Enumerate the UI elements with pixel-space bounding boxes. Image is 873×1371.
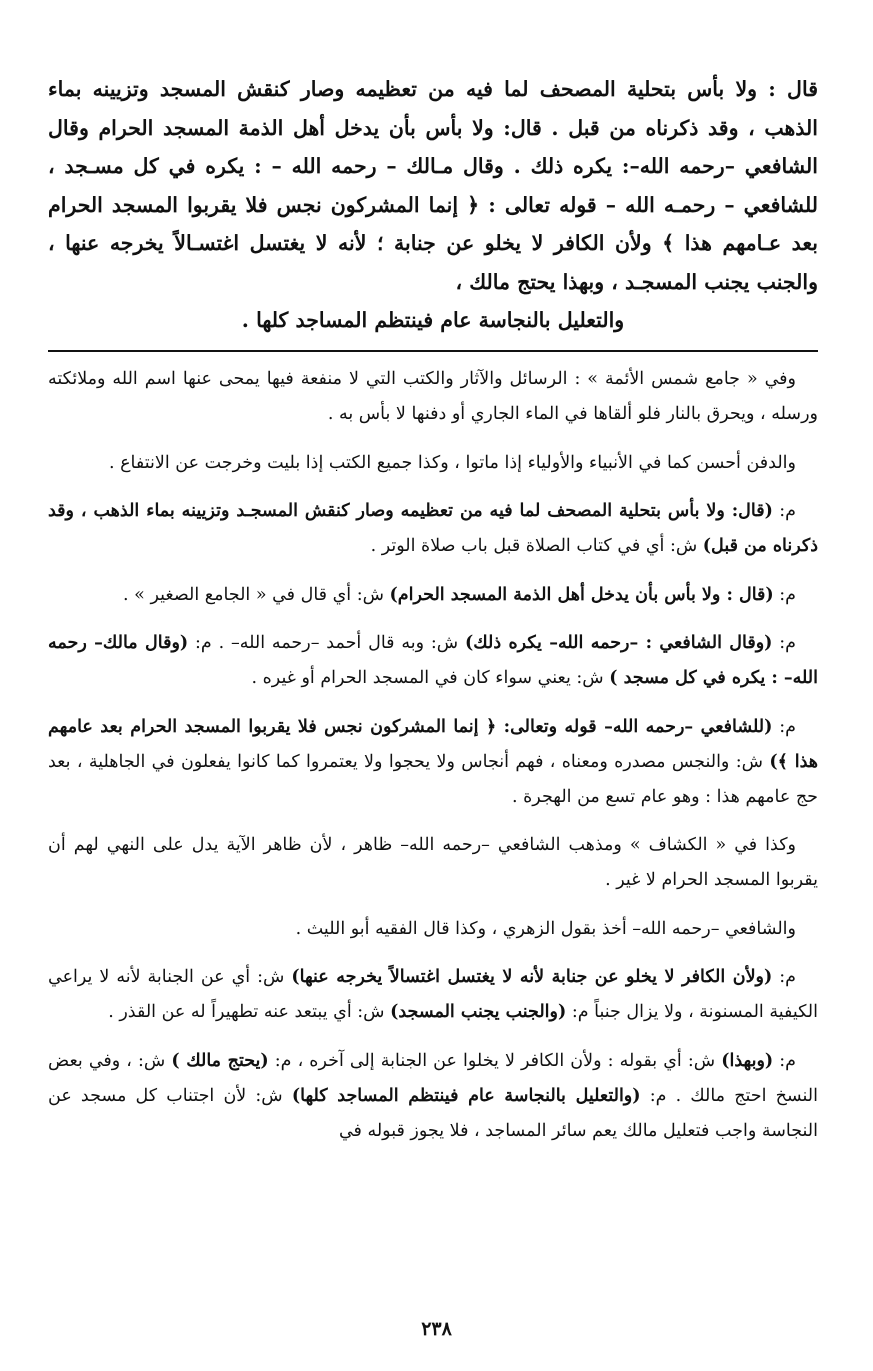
commentary-paragraph <box>48 626 818 696</box>
commentary-paragraph <box>48 446 818 481</box>
matn-quote: (للشافعي –رحمه الله– قوله وتعالى: ﴿ إنما المشركون نجس فلا يقربوا المسجد الحرام بعد عامهم هذا ﴾) <box>48 716 819 772</box>
matn-marker: م: <box>772 501 796 521</box>
main-text-body: قال : ولا بأس بتحلية المصحف لما فيه من تعظيمه وصار كنقش المسجد وتزيينه بماء الذهب ، وقد ذكرناه من قبل . قال: ولا بأس بأن يدخل أهل الذمة المسجد الحرام وقال الشافعي –رحمه الله–: يكره ذلك . وقال مـالك – رحمه الله – : يكره في كل مسـجد ، للشافعي – رحمـه الله – قوله تعالى : ﴿ إنما المشركون نجس فلا يقربوا المسجد الحرام بعد عـامهم هذا ﴾ ولأن الكافر لا يخلو عن جنابة ؛ لأنه لا يغتسل اغتسـالاً يخرجه عنها ، والجنب يجنب المسجـد ، وبهذا يحتج مالك ، <box>48 77 818 294</box>
commentary-paragraph <box>48 1044 818 1149</box>
sharh-text: ش: أي بقوله : ولأن الكافر لا يخلوا عن الجنابة إلى آخره ، م: <box>268 1050 722 1071</box>
matn-quote: (ولأن الكافر لا يخلو عن جنابة لأنه لا يغتسل اغتسالاً يخرجه عنها) <box>291 967 773 987</box>
sharh-text: ش: ، وفي بعض النسخ احتج مالك . م: <box>48 1050 818 1106</box>
commentary-paragraph <box>48 828 818 898</box>
commentary-paragraph <box>48 494 818 564</box>
sharh-text: ش: لأن اجتناب كل مسجد عن النجاسة واجب فتعليل مالك يعم سائر المساجد ، فلا يجوز قبوله في <box>48 1085 818 1141</box>
matn-marker: م: <box>772 967 796 987</box>
paragraph-text: وفي « جامع شمس الأئمة » : الرسائل والآثار والكتب التي لا منفعة فيها يمحى عنها اسم الله وملائكته ورسله ، ويحرق بالنار فلو ألقاها في الماء الجاري أو دفنها لا بأس به . <box>48 369 818 424</box>
commentary-paragraph <box>48 362 818 432</box>
paragraph-text: والدفن أحسن كما في الأنبياء والأولياء إذا ماتوا ، وكذا جميع الكتب إذا بليت وخرجت عن الانتفاع . <box>108 452 796 473</box>
matn-marker: م: <box>772 716 796 737</box>
commentary-paragraph <box>48 710 818 815</box>
sharh-text: ش: أي في كتاب الصلاة قبل باب صلاة الوتر . <box>370 536 703 556</box>
sharh-text: ش: وبه قال أحمد –رحمه الله– . م: <box>188 633 465 653</box>
matn-quote: (قال: ولا بأس بتحلية المصحف لما فيه من تعظيمه وصار كنقش المسجـد وتزيينه بماء الذهب ، وقد ذكرناه من قبل) <box>48 501 818 556</box>
matn-marker: م: <box>773 584 796 605</box>
main-text <box>48 70 818 340</box>
matn-quote: (وبهذا) <box>721 1050 774 1071</box>
sharh-text: ش: أي قال في « الجامع الصغير » . <box>123 584 390 605</box>
paragraph-text: والشافعي –رحمه الله– أخذ بقول الزهري ، وكذا قال الفقيه أبو الليث . <box>295 918 796 939</box>
sharh-text: ش: والنجس مصدره ومعناه ، فهم أنجاس ولا يحجوا ولا يعتمروا كما كانوا يفعلون في الجاهلية ، بعد حج عامهم هذا : وهو عام تسع من الهجرة . <box>48 751 818 807</box>
matn-quote: (قال : ولا بأس بأن يدخل أهل الذمة المسجد الحرام) <box>389 584 774 605</box>
sharh-text: ش: يعني سواء كان في المسجد الحرام أو غيره . <box>251 668 610 688</box>
matn-quote: (والجنب يجنب المسجد) <box>390 1002 567 1022</box>
matn-quote: (وقال مالك– رحمه الله– : يكره في كل مسجد ) <box>48 633 818 688</box>
matn-quote: (والتعليل بالنجاسة عام فينتظم المساجد كلها) <box>291 1085 641 1106</box>
commentary-paragraph <box>48 912 818 947</box>
commentary-paragraph <box>48 578 818 613</box>
main-text-tail: والتعليل بالنجاسة عام فينتظم المساجد كلها . <box>241 308 625 332</box>
footnote-divider <box>48 350 818 352</box>
matn-quote: (وقال الشافعي : –رحمه الله– يكره ذلك) <box>464 633 773 653</box>
page-number: ٢٣٨ <box>421 1318 452 1340</box>
commentary-paragraph <box>48 960 818 1030</box>
sharh-text: ش: أي يبتعد عنه تطهيراً له عن القذر . <box>108 1002 391 1022</box>
sharh-text: ش: أي عن الجنابة لأنه لا يراعي الكيفية المسنونة ، ولا يزال جنباً م: <box>48 967 818 1022</box>
paragraph-text: وكذا في « الكشاف » ومذهب الشافعي –رحمه الله– ظاهر ، لأن ظاهر الآية يدل على النهي لهم أن يقربوا المسجد الحرام لا غير . <box>48 835 818 890</box>
commentary <box>48 362 818 1162</box>
matn-marker: م: <box>772 633 797 653</box>
matn-marker: م: <box>773 1050 796 1071</box>
matn-quote: (يحتج مالك ) <box>171 1050 269 1071</box>
